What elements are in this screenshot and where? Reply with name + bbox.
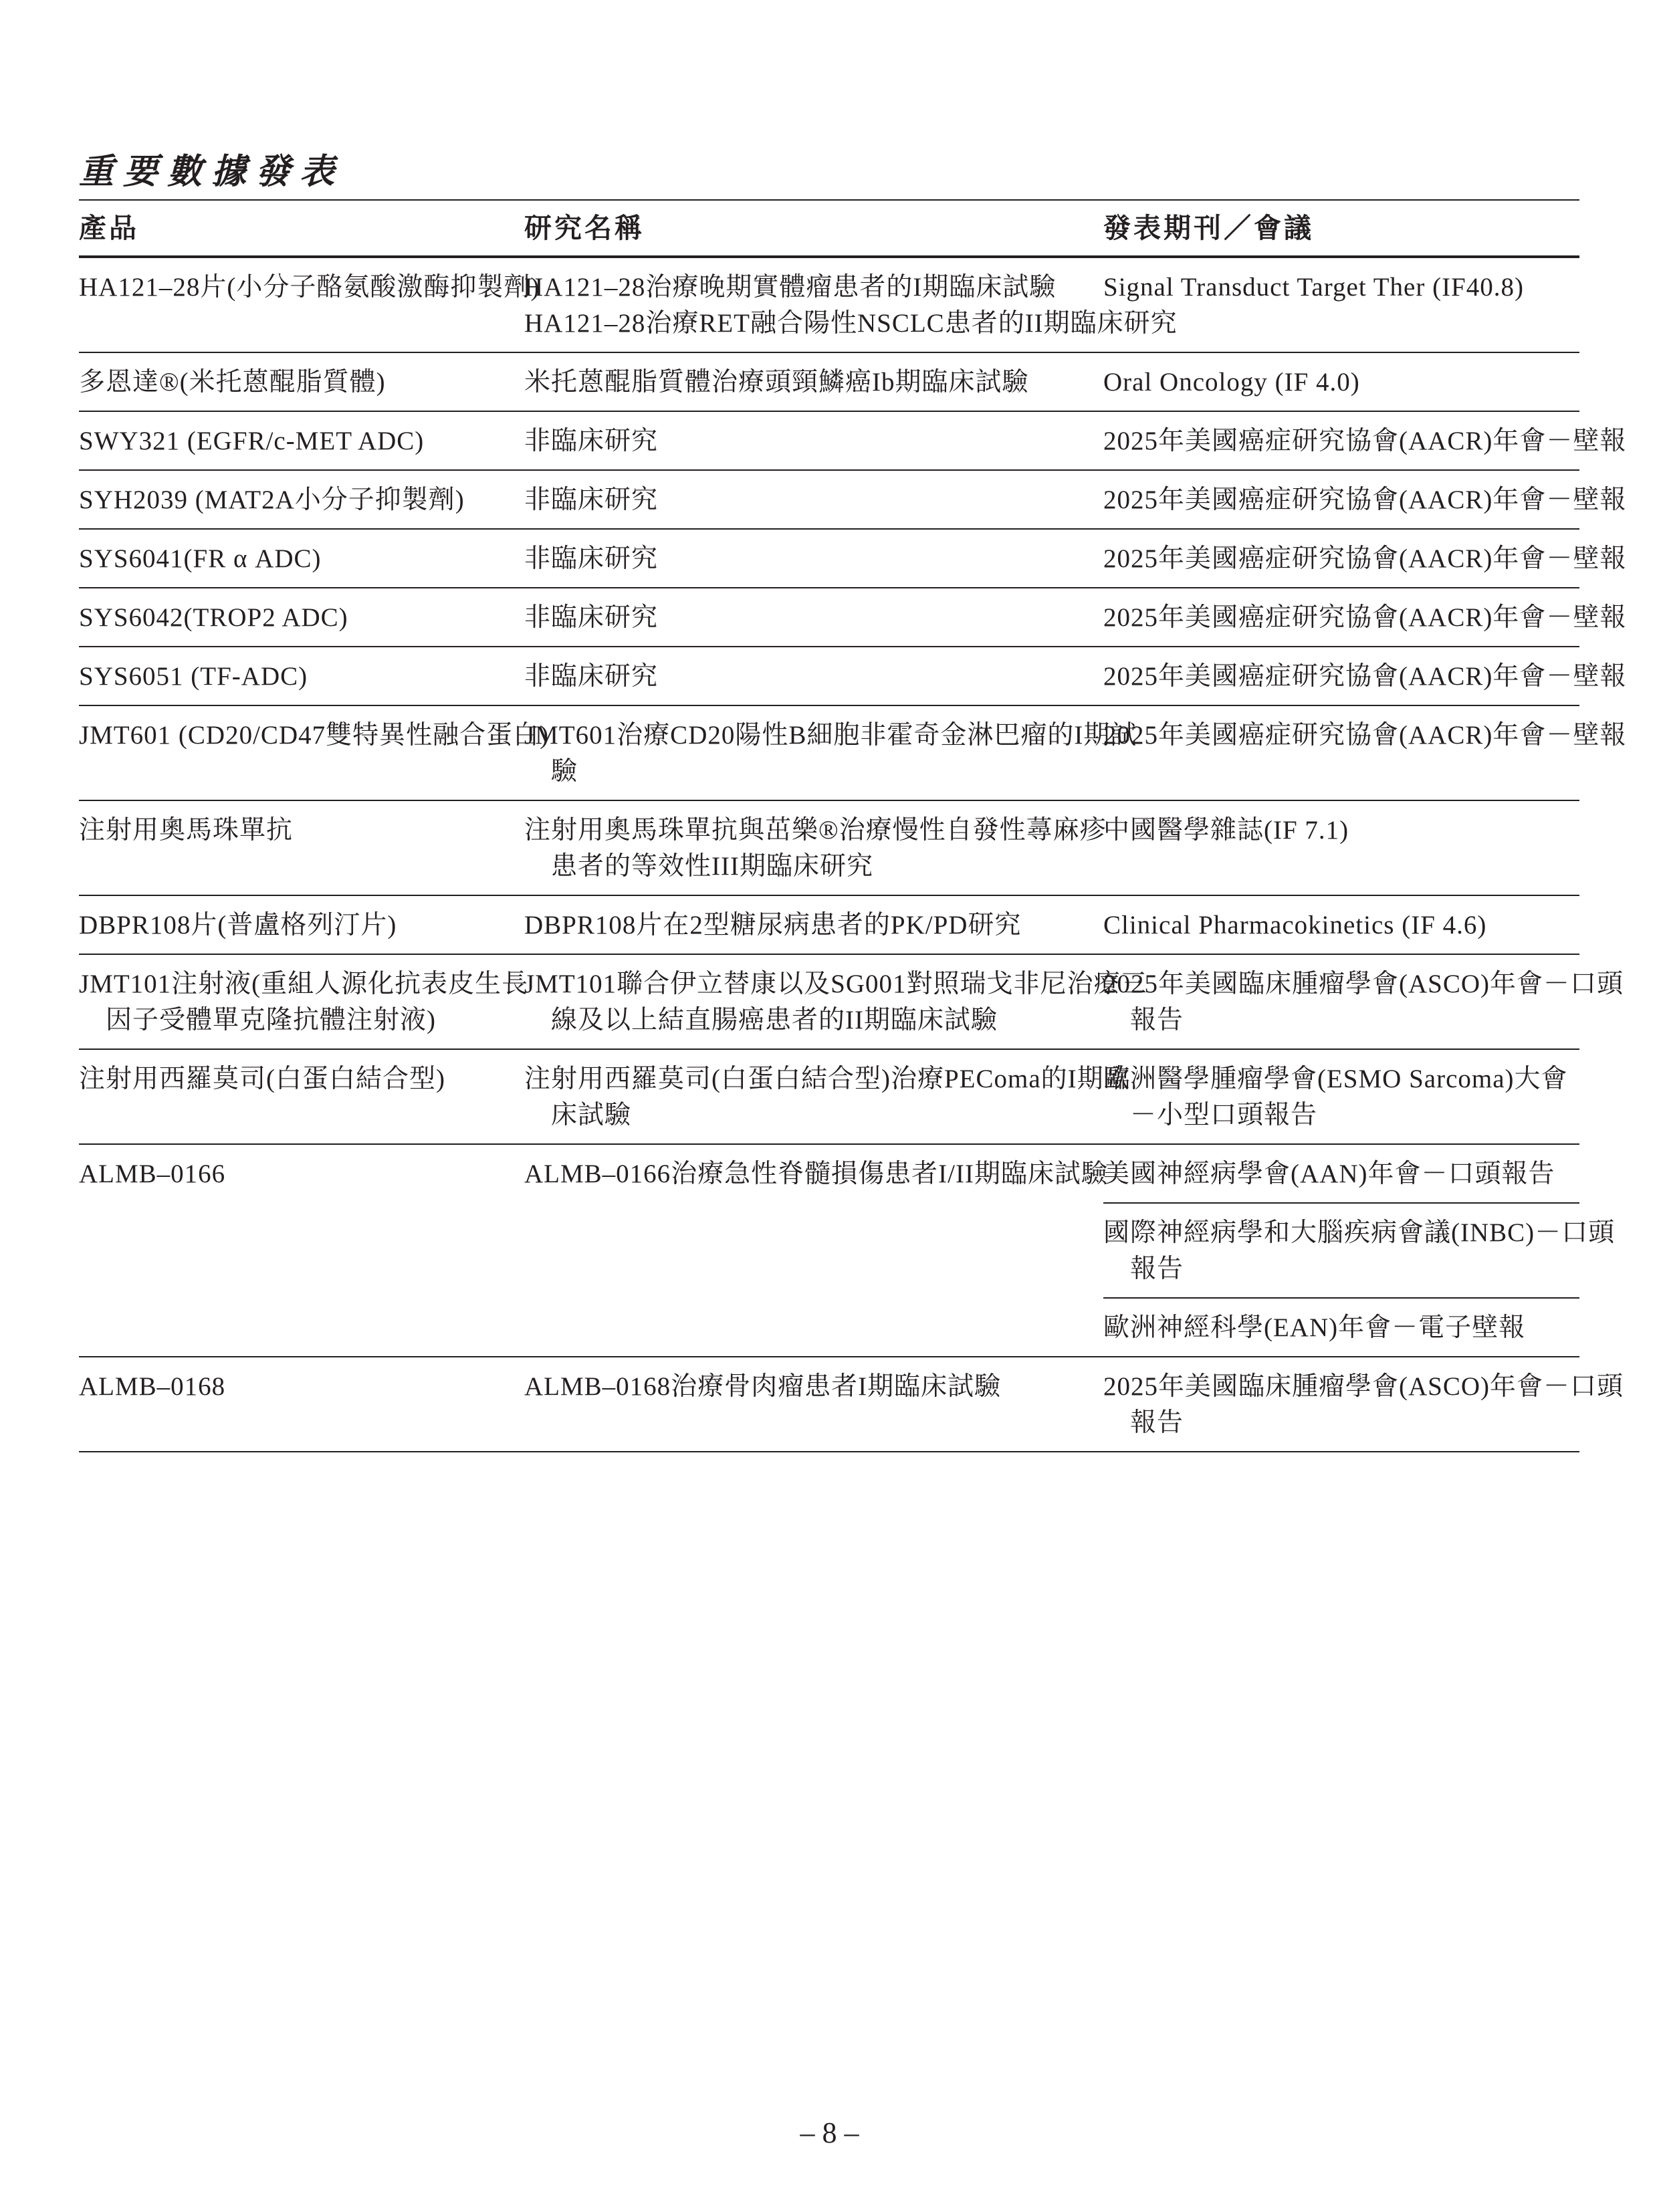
cell-text-line: 床試驗 [551, 1101, 632, 1129]
cell-text-line: 非臨床研究 [524, 485, 659, 514]
table-body [79, 257, 1627, 1452]
study-cell [524, 470, 1103, 529]
study-cell [524, 895, 1103, 954]
page-number: – 8 – [800, 2116, 859, 2149]
publication-cell [1103, 411, 1627, 470]
table-row [79, 257, 1579, 352]
cell-text-line: 非臨床研究 [524, 544, 659, 573]
study-cell [524, 411, 1103, 470]
product-cell [79, 411, 524, 470]
cell-text-line: 2025年美國臨床腫瘤學會(ASCO)年會－口頭 [1103, 1372, 1624, 1401]
table-row [79, 705, 1579, 800]
study-cell [524, 705, 1137, 800]
publication-cell [1103, 588, 1627, 647]
cell-text-line: JMT101聯合伊立替康以及SG001對照瑞戈非尼治療三 [524, 970, 1147, 998]
cell-text-line: Oral Oncology (IF 4.0) [1103, 368, 1360, 397]
publication-cell [1103, 1144, 1579, 1203]
cell-text-line: 報告 [1130, 1254, 1184, 1283]
table-row [79, 647, 1579, 705]
header-product: 產品 [79, 200, 524, 257]
publication-cell [1103, 954, 1624, 1049]
publication-cell [1103, 1049, 1579, 1144]
cell-text-line: 注射用奧馬珠單抗與茁樂®治療慢性自發性蕁麻疹 [524, 816, 1107, 845]
cell-text-line: 2025年美國癌症研究協會(AACR)年會－壁報 [1103, 485, 1627, 514]
cell-text-line: ALMB–0168 [79, 1372, 226, 1401]
product-cell [79, 470, 524, 529]
publications-table [79, 199, 1627, 1452]
study-cell [524, 529, 1103, 588]
publication-cell [1103, 1203, 1616, 1298]
cell-text-line: HA121–28片(小分子酪氨酸激酶抑製劑) [79, 273, 540, 302]
cell-text-line: ALMB–0166 [79, 1159, 226, 1188]
cell-text-line: HA121–28治療晚期實體瘤患者的I期臨床試驗 [524, 273, 1057, 302]
publication-cell [1103, 800, 1579, 895]
header-study-name: 研究名稱 [524, 200, 1103, 257]
table-row [79, 411, 1579, 470]
cell-text-line: DBPR108片在2型糖尿病患者的PK/PD研究 [524, 911, 1022, 939]
table-row [79, 895, 1579, 954]
table-row [79, 588, 1579, 647]
cell-text-line: 報告 [1130, 1408, 1184, 1437]
cell-text-line: －小型口頭報告 [1130, 1101, 1318, 1129]
product-cell [79, 1049, 524, 1144]
product-cell [79, 529, 524, 588]
cell-text-line: 2025年美國癌症研究協會(AACR)年會－壁報 [1103, 603, 1627, 632]
product-cell [79, 588, 524, 647]
cell-text-line: 國際神經病學和大腦疾病會議(INBC)－口頭 [1103, 1218, 1616, 1247]
cell-text-line: 中國醫學雜誌(IF 7.1) [1103, 816, 1349, 845]
product-cell [79, 895, 524, 954]
cell-text-line: SYS6042(TROP2 ADC) [79, 603, 348, 632]
cell-text-line: 驗 [551, 757, 578, 786]
study-cell [524, 954, 1147, 1049]
product-cell [79, 705, 550, 800]
cell-text-line: SWY321 (EGFR/c-MET ADC) [79, 427, 425, 455]
table-row [79, 1049, 1579, 1144]
cell-text-line: SYS6051 (TF-ADC) [79, 662, 308, 691]
cell-text-line: Signal Transduct Target Ther (IF40.8) [1103, 273, 1524, 302]
section-title: 重要數據發表 [79, 153, 344, 191]
cell-text-line: SYH2039 (MAT2A小分子抑製劑) [79, 485, 465, 514]
cell-text-line: 2025年美國癌症研究協會(AACR)年會－壁報 [1103, 427, 1627, 455]
cell-text-line: 非臨床研究 [524, 603, 659, 632]
cell-text-line: 報告 [1130, 1006, 1184, 1034]
publication-cell [1103, 647, 1627, 705]
product-cell [79, 257, 540, 352]
table-row [79, 470, 1579, 529]
publication-cell [1103, 1357, 1624, 1452]
cell-text-line: 線及以上結直腸癌患者的II期臨床試驗 [551, 1006, 998, 1034]
cell-text-line: JMT601 (CD20/CD47雙特異性融合蛋白) [79, 721, 550, 750]
cell-text-line: 非臨床研究 [524, 662, 659, 691]
cell-text-line: 歐洲醫學腫瘤學會(ESMO Sarcoma)大會 [1103, 1065, 1568, 1093]
cell-text-line: 注射用西羅莫司(白蛋白結合型) [79, 1065, 445, 1093]
cell-text-line: SYS6041(FR α ADC) [79, 544, 322, 573]
publication-cell [1103, 895, 1579, 954]
cell-text-line: 米托蒽醌脂質體治療頭頸鱗癌Ib期臨床試驗 [524, 368, 1029, 397]
publication-cell [1103, 257, 1579, 352]
publication-cell [1103, 352, 1579, 411]
product-cell [79, 647, 524, 705]
study-cell [524, 1049, 1131, 1144]
publication-cell [1103, 705, 1627, 800]
study-cell [524, 800, 1107, 895]
table-row [79, 800, 1579, 895]
cell-text-line: HA121–28治療RET融合陽性NSCLC患者的II期臨床研究 [524, 309, 1178, 338]
cell-text-line: ALMB–0168治療骨肉瘤患者I期臨床試驗 [524, 1372, 1002, 1401]
cell-text-line: Clinical Pharmacokinetics (IF 4.6) [1103, 911, 1487, 939]
product-cell [79, 954, 529, 1049]
study-cell [524, 1357, 1103, 1452]
cell-text-line: 2025年美國癌症研究協會(AACR)年會－壁報 [1103, 544, 1627, 573]
study-cell [524, 257, 1178, 352]
table-header-row [79, 200, 1579, 257]
table-row [79, 529, 1579, 588]
cell-text-line: 美國神經病學會(AAN)年會－口頭報告 [1103, 1159, 1555, 1188]
cell-text-line: 患者的等效性III期臨床研究 [551, 852, 873, 881]
cell-text-line: 注射用奧馬珠單抗 [79, 816, 294, 845]
cell-text-line: JMT601治療CD20陽性B細胞非霍奇金淋巴瘤的I期試 [524, 721, 1137, 750]
cell-text-line: DBPR108片(普盧格列汀片) [79, 911, 397, 939]
table-row [79, 1144, 1579, 1203]
product-cell [79, 1357, 524, 1452]
study-cell [524, 647, 1103, 705]
cell-text-line: 注射用西羅莫司(白蛋白結合型)治療PEComa的I期臨 [524, 1065, 1131, 1093]
publication-cell [1103, 470, 1627, 529]
table-row [79, 954, 1579, 1049]
cell-text-line: 2025年美國癌症研究協會(AACR)年會－壁報 [1103, 721, 1627, 750]
study-cell [524, 588, 1103, 647]
cell-text-line: 歐洲神經科學(EAN)年會－電子壁報 [1103, 1313, 1526, 1342]
cell-text-line: 2025年美國臨床腫瘤學會(ASCO)年會－口頭 [1103, 970, 1624, 998]
product-cell [79, 1144, 524, 1357]
cell-text-line: ALMB–0166治療急性脊髓損傷患者I/II期臨床試驗 [524, 1159, 1108, 1188]
product-cell [79, 352, 524, 411]
study-cell [524, 1144, 1108, 1357]
publication-cell [1103, 1298, 1579, 1357]
table-row [79, 1357, 1579, 1452]
cell-text-line: 非臨床研究 [524, 427, 659, 455]
cell-text-line: JMT101注射液(重組人源化抗表皮生長 [79, 970, 529, 998]
product-cell [79, 800, 524, 895]
cell-text-line: 2025年美國癌症研究協會(AACR)年會－壁報 [1103, 662, 1627, 691]
table-row [79, 352, 1579, 411]
publication-cell [1103, 529, 1627, 588]
cell-text-line: 因子受體單克隆抗體注射液) [106, 1006, 436, 1034]
study-cell [524, 352, 1103, 411]
cell-text-line: 多恩達®(米托蒽醌脂質體) [79, 368, 386, 397]
header-journal-conference: 發表期刊／會議 [1103, 200, 1579, 257]
